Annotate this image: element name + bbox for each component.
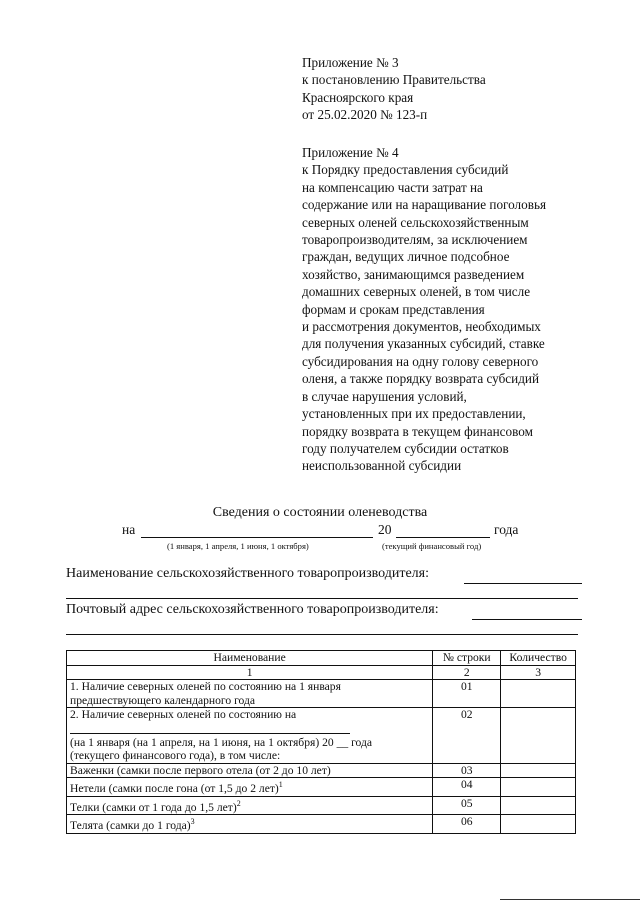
table-column-numbers-row	[67, 665, 576, 680]
column-number: 3	[501, 665, 576, 680]
year-hint: (текущий финансовый год)	[382, 541, 482, 551]
footnote-mark: 2	[236, 798, 241, 808]
row-name-line: предшествующего календарного года	[70, 693, 256, 707]
producer-name-label: Наименование сельскохозяйственного товаропроизводителя:	[66, 566, 429, 581]
row-quantity-cell[interactable]	[501, 680, 576, 708]
appendix-line: установленных при их предоставлении,	[302, 406, 526, 422]
form-title: Сведения о состоянии оленеводства	[212, 505, 428, 520]
appendix-line: неиспользованной субсидии	[302, 458, 462, 474]
table-row	[67, 796, 576, 814]
year-prefix: 20	[378, 522, 392, 537]
appendix-line: хозяйство, занимающимся разведением	[302, 266, 525, 282]
row-name-line: (текущего финансового года), в том числе:	[70, 749, 281, 763]
column-number: 2	[433, 665, 501, 680]
appendix-line: на компенсацию части затрат на	[302, 179, 483, 195]
appendix-line: оленя, а также порядку возврата субсидий	[302, 371, 540, 387]
date-blank-underline	[70, 733, 350, 734]
postal-address-label: Почтовый адрес сельскохозяйственного товаропроизводителя:	[66, 602, 439, 617]
year-label: года	[494, 522, 519, 537]
appendix-3-header	[302, 54, 486, 124]
table-row	[67, 708, 576, 763]
appendix-line: субсидирования на одну голову северного	[302, 353, 539, 369]
date-input-line[interactable]	[141, 537, 373, 538]
appendix-line: для получения указанных субсидий, ставке	[302, 336, 545, 352]
appendix-line: и рассмотрения документов, необходимых	[302, 319, 541, 335]
row-quantity-cell[interactable]	[501, 763, 576, 778]
row-quantity-cell[interactable]	[501, 778, 576, 796]
appendix-line: от 25.02.2020 № 123-п	[302, 107, 428, 123]
appendix-line: Приложение № 3	[302, 55, 399, 70]
header-quantity: Количество	[501, 651, 576, 666]
column-number: 1	[67, 665, 433, 680]
row-name	[67, 708, 433, 763]
table-row	[67, 763, 576, 778]
row-number: 01	[433, 680, 501, 708]
table-header-row	[67, 651, 576, 666]
appendix-line: домашних северных оленей, в том числе	[302, 284, 531, 300]
appendix-line: Приложение № 4	[302, 145, 399, 160]
row-name	[67, 796, 433, 814]
appendix-line: году получателем субсидии остатков	[302, 440, 509, 456]
scan-edge-line	[500, 899, 640, 900]
row-name	[67, 680, 433, 708]
row-quantity-cell[interactable]	[501, 796, 576, 814]
row-date-blank[interactable]	[70, 722, 429, 736]
postal-address-input-line-2[interactable]	[66, 634, 578, 635]
table-row	[67, 778, 576, 796]
date-hint: (1 января, 1 апреля, 1 июня, 1 октября)	[167, 541, 309, 551]
row-name-line: 1. Наличие северных оленей по состоянию на 1 января	[70, 680, 341, 694]
appendix-line: к Порядку предоставления субсидий	[302, 162, 509, 178]
table-row	[67, 680, 576, 708]
appendix-line: товаропроизводителям, за исключением	[302, 232, 528, 248]
row-name-line: Важенки (самки после первого отела (от 2 до 10 лет)	[70, 763, 331, 777]
appendix-line: содержание или на наращивание поголовья	[302, 197, 547, 213]
appendix-line: северных оленей сельскохозяйственным	[302, 214, 529, 230]
table-row	[67, 815, 576, 833]
row-name-line: Нетели (самки после гона (от 1,5 до 2 лет)	[70, 782, 279, 796]
producer-name-input-line-2[interactable]	[66, 598, 578, 599]
year-input-line[interactable]	[396, 537, 490, 538]
row-number: 05	[433, 796, 501, 814]
appendix-line: формам и срокам представления	[302, 301, 485, 317]
row-name	[67, 778, 433, 796]
header-row-number: № строки	[433, 651, 501, 666]
appendix-line: в случае нарушения условий,	[302, 388, 467, 404]
postal-address-input-line[interactable]	[472, 619, 582, 620]
header-name: Наименование	[67, 651, 433, 666]
row-name-line: Телята (самки до 1 года)	[70, 819, 191, 833]
row-number: 06	[433, 815, 501, 833]
row-quantity-cell[interactable]	[501, 815, 576, 833]
appendix-line: Красноярского края	[302, 89, 414, 105]
footnote-mark: 1	[278, 780, 283, 790]
row-name-line: (на 1 января (на 1 апреля, на 1 июня, на 1 октября) 20 __ года	[70, 735, 373, 749]
producer-name-input-line[interactable]	[464, 583, 582, 584]
reindeer-table	[66, 650, 576, 834]
row-name-line: 2. Наличие северных оленей по состоянию на	[70, 708, 297, 722]
row-number: 04	[433, 778, 501, 796]
appendix-4-header	[302, 144, 546, 475]
appendix-line: граждан, ведущих личное подсобное	[302, 249, 510, 265]
row-quantity-cell[interactable]	[501, 708, 576, 763]
date-on-label: на	[122, 522, 136, 537]
footnote-mark: 3	[190, 817, 195, 827]
row-name-line: Телки (самки от 1 года до 1,5 лет)	[70, 800, 237, 814]
row-name	[67, 815, 433, 833]
appendix-line: к постановлению Правительства	[302, 72, 486, 88]
appendix-line: порядку возврата в текущем финансовом	[302, 423, 533, 439]
row-number: 03	[433, 763, 501, 778]
row-number: 02	[433, 708, 501, 763]
row-name	[67, 763, 433, 778]
